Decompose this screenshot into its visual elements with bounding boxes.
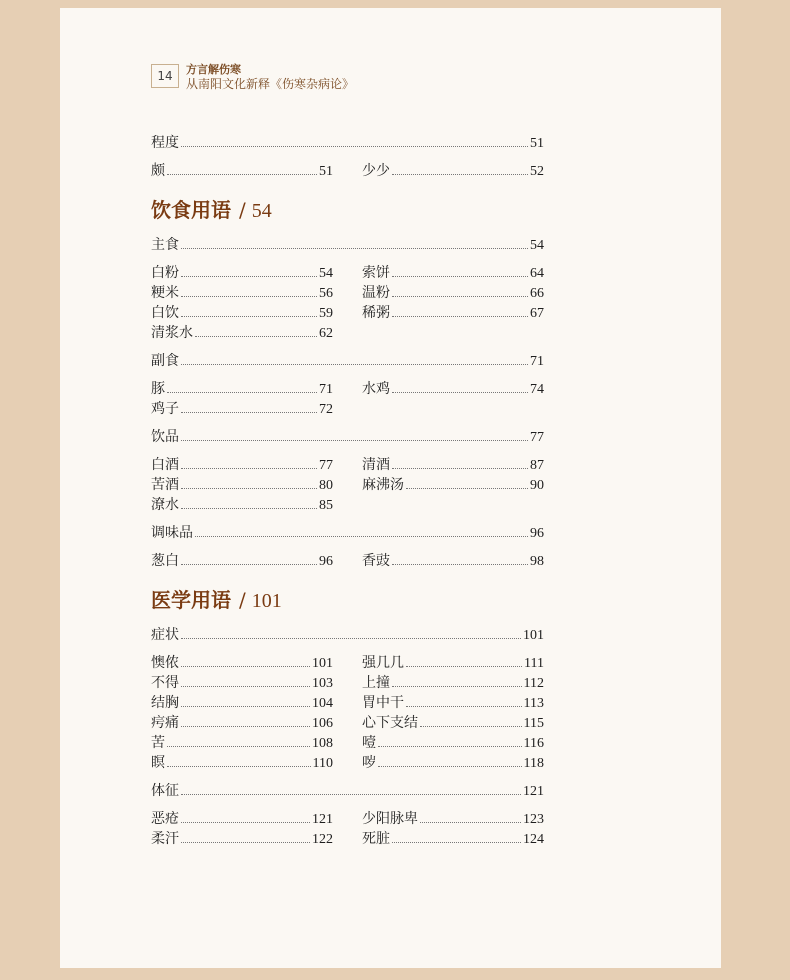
entry-term: 懊侬 — [151, 655, 179, 671]
toc-entry — [151, 454, 333, 474]
entry-page: 113 — [523, 696, 544, 711]
category-name: 症状 — [151, 627, 179, 643]
toc-entry — [151, 302, 333, 322]
entry-page: 62 — [319, 326, 333, 341]
leader-dots — [167, 174, 317, 175]
leader-dots — [181, 316, 317, 317]
entry-list — [151, 454, 544, 514]
leader-dots — [181, 488, 317, 489]
leader-dots — [406, 706, 522, 707]
leader-dots — [181, 468, 317, 469]
leader-dots — [195, 536, 528, 537]
entry-page: 59 — [319, 306, 333, 321]
toc-entry — [151, 828, 333, 848]
entry-spacer — [362, 398, 544, 418]
entry-page: 72 — [319, 402, 333, 417]
toc-entry — [362, 652, 544, 672]
toc-entry — [151, 474, 333, 494]
leader-dots — [181, 706, 310, 707]
category-row — [151, 522, 544, 542]
entry-term: 潦水 — [151, 497, 179, 513]
leader-dots — [167, 746, 310, 747]
category-name: 调味品 — [151, 525, 193, 541]
section-heading — [151, 194, 544, 222]
category-row — [151, 426, 544, 446]
category-row — [151, 624, 544, 644]
entry-page: 96 — [319, 554, 333, 569]
entry-page: 116 — [523, 736, 544, 751]
entry-page: 87 — [530, 458, 544, 473]
leader-dots — [181, 146, 528, 147]
category-page: 54 — [530, 238, 544, 253]
entry-term: 不得 — [151, 675, 179, 691]
category-row — [151, 234, 544, 254]
leader-dots — [406, 666, 522, 667]
toc-entry — [362, 712, 544, 732]
entry-page: 54 — [319, 266, 333, 281]
leader-dots — [181, 666, 310, 667]
leader-dots — [392, 296, 528, 297]
entry-term: 豚 — [151, 381, 165, 397]
entry-page: 74 — [530, 382, 544, 397]
section-title: 饮食用语 — [151, 198, 231, 222]
leader-dots — [181, 564, 317, 565]
toc-entry — [151, 752, 333, 772]
leader-dots — [181, 726, 310, 727]
toc-entry — [151, 322, 333, 342]
entry-term: 稀粥 — [362, 305, 390, 321]
category-row — [151, 780, 544, 800]
toc-entry — [151, 672, 333, 692]
category-name: 饮品 — [151, 429, 179, 445]
toc-entry — [362, 160, 544, 180]
entry-spacer — [362, 494, 544, 514]
toc-entry — [151, 494, 333, 514]
entry-page: 52 — [530, 164, 544, 179]
toc-entry — [362, 454, 544, 474]
toc-entry — [362, 692, 544, 712]
entry-term: 白粉 — [151, 265, 179, 281]
leader-dots — [392, 468, 528, 469]
entry-term: 上撞 — [362, 675, 390, 691]
category-page: 101 — [523, 628, 544, 643]
toc-entry — [151, 692, 333, 712]
category-name: 程度 — [151, 135, 179, 151]
toc-entry — [362, 474, 544, 494]
entry-list — [151, 378, 544, 418]
section-title: 医学用语 — [151, 588, 231, 612]
entry-term: 胃中干 — [362, 695, 404, 711]
book-page — [60, 8, 721, 968]
entry-page: 90 — [530, 478, 544, 493]
entry-term: 清浆水 — [151, 325, 193, 341]
entry-term: 鸡子 — [151, 401, 179, 417]
entry-page: 80 — [319, 478, 333, 493]
leader-dots — [181, 440, 528, 441]
toc-entry — [151, 378, 333, 398]
entry-page: 66 — [530, 286, 544, 301]
leader-dots — [392, 686, 522, 687]
entry-term: 香豉 — [362, 553, 390, 569]
leader-dots — [392, 392, 528, 393]
entry-term: 白酒 — [151, 457, 179, 473]
leader-dots — [167, 766, 311, 767]
entry-term: 噎 — [362, 735, 376, 751]
leader-dots — [181, 638, 521, 639]
entry-page: 51 — [319, 164, 333, 179]
entry-spacer — [362, 322, 544, 342]
entry-page: 71 — [319, 382, 333, 397]
toc-entry — [151, 160, 333, 180]
entry-term: 瞑 — [151, 755, 165, 771]
toc-entry — [151, 262, 333, 282]
leader-dots — [167, 392, 317, 393]
entry-page: 56 — [319, 286, 333, 301]
entry-page: 124 — [523, 832, 544, 847]
entry-list — [151, 262, 544, 342]
entry-page: 121 — [312, 812, 333, 827]
leader-dots — [406, 488, 528, 489]
entry-term: 水鸡 — [362, 381, 390, 397]
entry-page: 112 — [523, 676, 544, 691]
leader-dots — [378, 766, 522, 767]
section-page: 101 — [251, 590, 282, 612]
toc-entry — [362, 282, 544, 302]
entry-list — [151, 550, 544, 570]
entry-term: 苦酒 — [151, 477, 179, 493]
leader-dots — [181, 794, 521, 795]
leader-dots — [181, 412, 317, 413]
leader-dots — [181, 686, 310, 687]
entry-page: 110 — [312, 756, 333, 771]
entry-list — [151, 652, 544, 772]
leader-dots — [420, 822, 521, 823]
category-row — [151, 350, 544, 370]
entry-page: 101 — [312, 656, 333, 671]
toc-entry — [362, 752, 544, 772]
toc-entry — [362, 808, 544, 828]
toc-entry — [362, 302, 544, 322]
leader-dots — [181, 822, 310, 823]
entry-page: 111 — [524, 656, 544, 671]
entry-page: 115 — [523, 716, 544, 731]
leader-dots — [378, 746, 522, 747]
entry-term: 恶疮 — [151, 811, 179, 827]
entry-page: 67 — [530, 306, 544, 321]
category-name: 副食 — [151, 353, 179, 369]
leader-dots — [420, 726, 522, 727]
entry-term: 粳米 — [151, 285, 179, 301]
entry-page: 104 — [312, 696, 333, 711]
toc-entry — [362, 550, 544, 570]
leader-dots — [392, 276, 528, 277]
toc-entry — [362, 672, 544, 692]
entry-term: 少阳脉卑 — [362, 811, 418, 827]
entry-page: 77 — [319, 458, 333, 473]
section-separator: / — [239, 198, 246, 222]
entry-term: 清酒 — [362, 457, 390, 473]
category-page: 77 — [530, 430, 544, 445]
entry-term: 白饮 — [151, 305, 179, 321]
toc-entry — [151, 550, 333, 570]
section-heading — [151, 584, 544, 612]
entry-term: 颇 — [151, 163, 165, 179]
entry-page: 122 — [312, 832, 333, 847]
entry-term: 死脏 — [362, 831, 390, 847]
leader-dots — [181, 248, 528, 249]
category-name: 主食 — [151, 237, 179, 253]
toc-entry — [151, 652, 333, 672]
leader-dots — [181, 276, 317, 277]
category-page: 121 — [523, 784, 544, 799]
entry-term: 柔汗 — [151, 831, 179, 847]
toc-entry — [151, 282, 333, 302]
entry-page: 106 — [312, 716, 333, 731]
leader-dots — [392, 316, 528, 317]
entry-page: 118 — [523, 756, 544, 771]
entry-term: 少少 — [362, 163, 390, 179]
entry-term: 结胸 — [151, 695, 179, 711]
category-page: 51 — [530, 136, 544, 151]
entry-list — [151, 160, 544, 180]
entry-term: 强几几 — [362, 655, 404, 671]
book-subtitle: 从南阳文化新释《伤寒杂病论》 — [186, 77, 355, 91]
book-title: 方言解伤寒 — [186, 63, 241, 76]
toc-entry — [151, 808, 333, 828]
entry-term: 心下支结 — [362, 715, 418, 731]
leader-dots — [392, 564, 528, 565]
leader-dots — [392, 174, 528, 175]
toc-entry — [151, 732, 333, 752]
toc-entry — [151, 712, 333, 732]
category-name: 体征 — [151, 783, 179, 799]
category-page: 71 — [530, 354, 544, 369]
category-row — [151, 132, 544, 152]
entry-term: 哕 — [362, 755, 376, 771]
leader-dots — [181, 508, 317, 509]
entry-term: 疞痛 — [151, 715, 179, 731]
entry-page: 108 — [312, 736, 333, 751]
category-page: 96 — [530, 526, 544, 541]
leader-dots — [181, 364, 528, 365]
section-separator: / — [239, 588, 246, 612]
entry-page: 98 — [530, 554, 544, 569]
entry-term: 温粉 — [362, 285, 390, 301]
entry-term: 麻沸汤 — [362, 477, 404, 493]
leader-dots — [181, 842, 310, 843]
entry-page: 85 — [319, 498, 333, 513]
entry-term: 苦 — [151, 735, 165, 751]
leader-dots — [181, 296, 317, 297]
section-page: 54 — [251, 200, 272, 222]
entry-page: 103 — [312, 676, 333, 691]
entry-page: 123 — [523, 812, 544, 827]
entry-list — [151, 808, 544, 848]
toc-entry — [151, 398, 333, 418]
toc-entry — [362, 262, 544, 282]
entry-page: 64 — [530, 266, 544, 281]
leader-dots — [392, 842, 521, 843]
entry-term: 葱白 — [151, 553, 179, 569]
page-number: 14 — [151, 64, 179, 88]
entry-term: 索饼 — [362, 265, 390, 281]
toc-entry — [362, 828, 544, 848]
table-of-contents — [151, 132, 544, 848]
toc-entry — [362, 732, 544, 752]
toc-entry — [362, 378, 544, 398]
leader-dots — [195, 336, 317, 337]
